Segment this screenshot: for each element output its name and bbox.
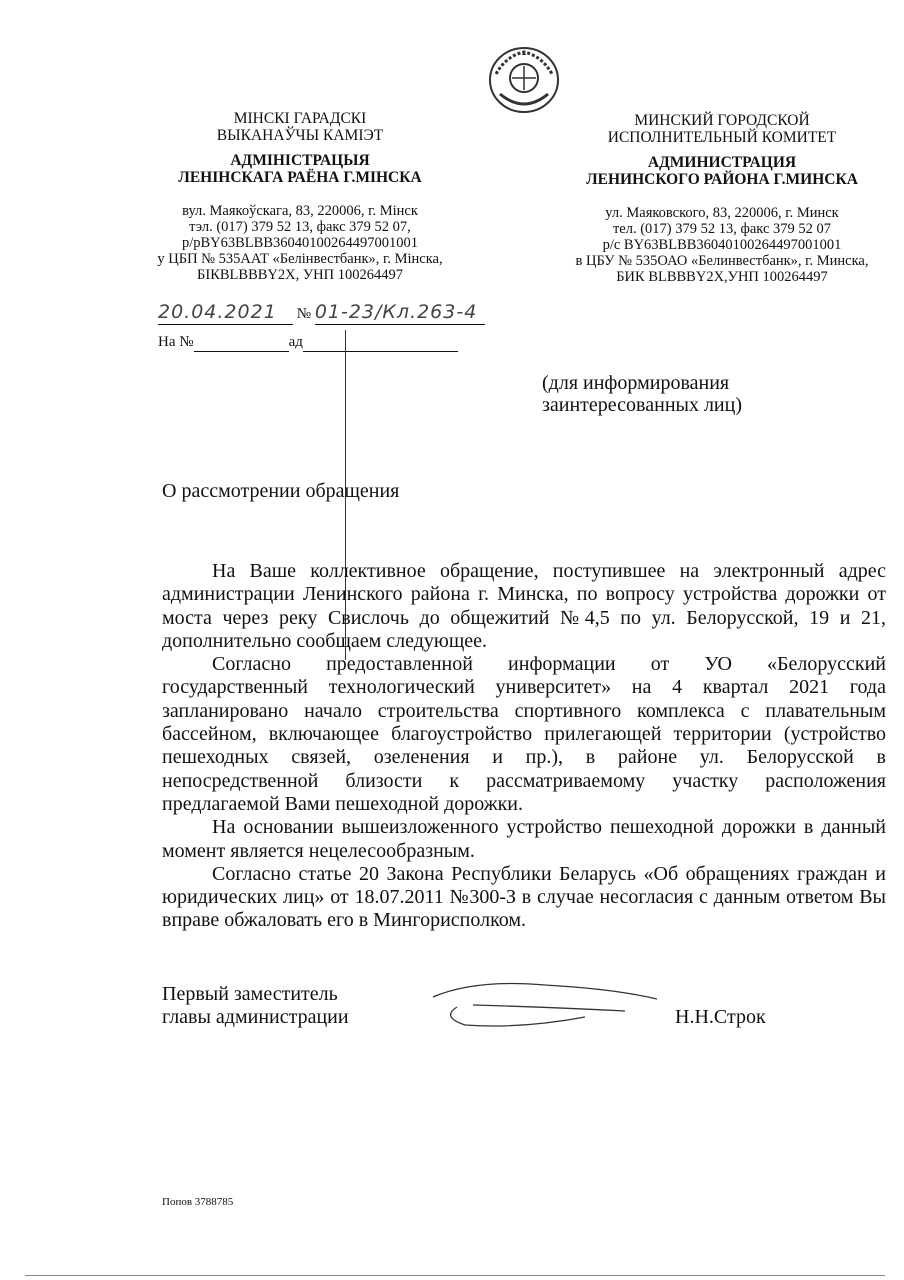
signatory-name: Н.Н.Строк [675,1005,766,1028]
paragraph: Согласно статье 20 Закона Республики Беларусь «Об обращениях граждан и юридических лиц» от 18.07.2011 №300-З в случае несогласия с данным ответом Вы вправе обжаловать его в Мингорисполком. [162,862,886,932]
addr-line: БІКBLBBBY2X, УНП 100264497 [197,267,403,283]
position-line: Первый заместитель [162,982,338,1005]
org-line: МИНСКИЙ ГОРОДСКОЙ [634,112,810,129]
addr-line: вул. Маякоўскага, 83, 220006, г. Мінск [182,203,418,219]
executor-note: Попов 3788785 [162,1196,234,1208]
header-russian [540,112,904,285]
in-reply-ad: ад [288,334,303,350]
position-line: главы администрации [162,1005,349,1028]
adm-line: ЛЕНІНСКАГА РАЁНА Г.МІНСКА [178,169,422,186]
paragraph: На Ваше коллективное обращение, поступившее на электронный адрес администрации Ленинского района г. Минска, по вопросу устройства дорожки от моста через реку Свислочь до общежитий №4,5 по ул. Белорусской, 19 и 21, дополнительно сообщаем следующее. [162,560,886,652]
handwritten-signature [425,977,665,1037]
addressee [542,372,742,416]
coat-of-arms-emblem [486,44,562,116]
paragraph: На основании вышеизложенного устройство пешеходной дорожки в данный момент является нецелесообразным. [162,816,886,862]
addr-line: у ЦБП № 535ААТ «Белінвестбанк», г. Мінска, [157,251,443,267]
adm-line: АДМИНИСТРАЦИЯ [647,154,797,171]
org-line: ВЫКАНАЎЧЫ КАМІЭТ [216,127,384,144]
reg-date: 20.04.2021 [158,300,293,325]
subject: О рассмотрении обращения [162,480,400,502]
addressee-line: (для информирования [542,372,730,394]
signature-block [162,983,886,1033]
signatory-position [162,983,349,1029]
in-reply-line [158,334,458,352]
addr-line: р/с BY63BLBB36040100264497001001 [602,237,842,253]
addr-line: ул. Маяковского, 83, 220006, г. Минск [605,205,839,221]
letter-body [162,560,886,1033]
addressee-line: заинтересованных лиц) [542,394,742,416]
reg-no-label: № [296,306,312,322]
page-edge-line [25,1275,885,1276]
adm-line: АДМІНІСТРАЦЫЯ [230,152,370,169]
in-reply-label: На № [158,334,194,350]
addr-line: р/рBY63BLBB36040100264497001001 [181,235,419,251]
addr-line: тел. (017) 379 52 13, факс 379 52 07 [612,221,832,237]
adm-line: ЛЕНИНСКОГО РАЙОНА Г.МИНСКА [586,171,858,188]
addr-line: БИК BLBBBY2X,УНП 100264497 [616,269,828,285]
paragraph: Согласно предоставленной информации от УО «Белорусский государственный технологический университет» на 4 квартал 2021 года запланировано начало строительства спортивного комплекса с плавательным бассейном, включающее благоустройство прилегающей территории (устройство пешеходных связей, озеленения и пр.), в районе ул. Белорусской в непосредственной близости к рассматриваемому участку расположения предлагаемой Вами пешеходной дорожки. [162,653,886,815]
org-line: ИСПОЛНИТЕЛЬНЫЙ КОМИТЕТ [607,129,837,146]
reg-number: 01-23/Кл.263-4 [315,300,485,325]
header-belarusian [120,110,480,283]
addr-line: в ЦБУ № 535ОАО «Белинвестбанк», г. Минска, [575,253,869,269]
addr-line: тэл. (017) 379 52 13, факс 379 52 07, [189,219,411,235]
registration-line [158,300,518,326]
org-line: МІНСКІ ГАРАДСКІ [233,110,367,127]
